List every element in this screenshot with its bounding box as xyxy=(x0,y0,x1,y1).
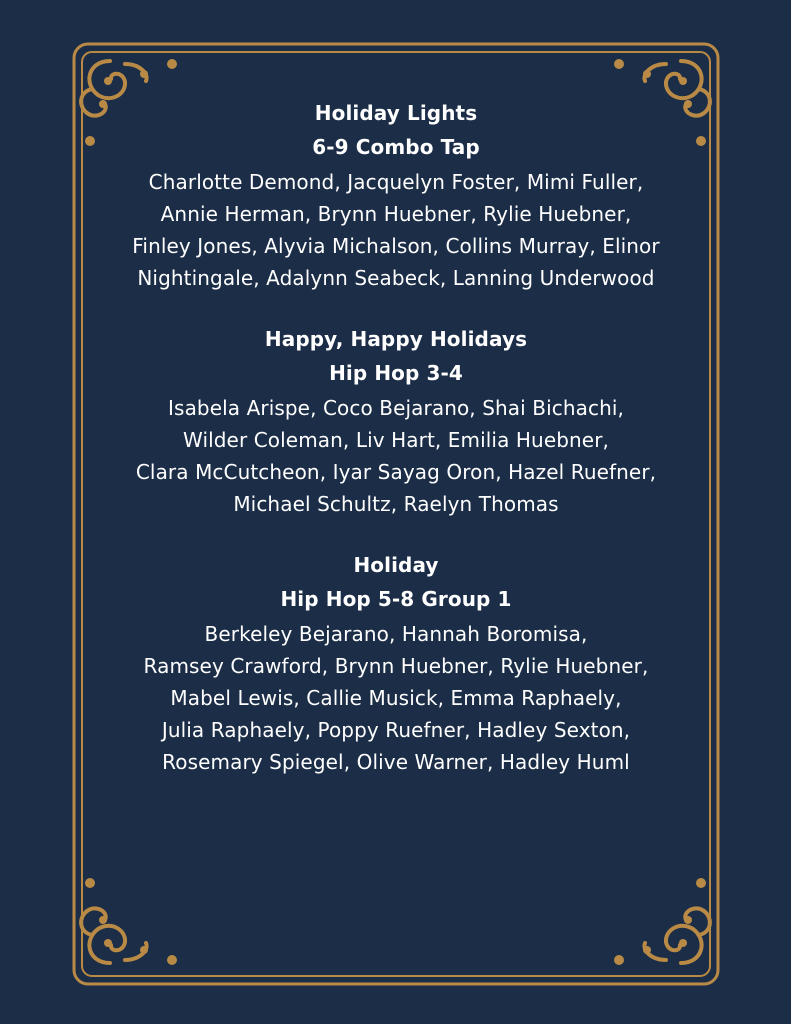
name-line: Annie Herman, Brynn Huebner, Rylie Huebner, xyxy=(160,202,632,226)
name-line: Rosemary Spiegel, Olive Warner, Hadley Huml xyxy=(162,750,630,774)
name-line: Nightingale, Adalynn Seabeck, Lanning Underwood xyxy=(137,266,655,290)
section-title: Holiday Lights xyxy=(314,101,478,125)
name-line: Michael Schultz, Raelyn Thomas xyxy=(233,492,559,516)
corner-ornament-bottom-left xyxy=(81,878,177,965)
name-line: Berkeley Bejarano, Hannah Boromisa, xyxy=(204,622,588,646)
name-line: Isabela Arispe, Coco Bejarano, Shai Bichachi, xyxy=(168,396,624,420)
performer-names xyxy=(96,392,696,520)
performer-names xyxy=(96,166,696,294)
name-line: Clara McCutcheon, Iyar Sayag Oron, Hazel Ruefner, xyxy=(135,460,657,484)
section-subtitle: 6-9 Combo Tap xyxy=(312,135,480,159)
section-subtitle: Hip Hop 5-8 Group 1 xyxy=(280,587,512,611)
name-line: Ramsey Crawford, Brynn Huebner, Rylie Huebner, xyxy=(143,654,649,678)
section-holiday xyxy=(96,548,696,778)
name-line: Mabel Lewis, Callie Musick, Emma Raphaely, xyxy=(170,686,622,710)
name-line: Finley Jones, Alyvia Michalson, Collins Murray, Elinor xyxy=(132,234,660,258)
performer-names xyxy=(96,618,696,778)
name-line: Julia Raphaely, Poppy Ruefner, Hadley Sexton, xyxy=(161,718,631,742)
section-holiday-lights xyxy=(96,96,696,294)
section-title: Holiday xyxy=(353,553,439,577)
section-happy-happy-holidays xyxy=(96,322,696,520)
section-title: Happy, Happy Holidays xyxy=(264,327,528,351)
section-subtitle: Hip Hop 3-4 xyxy=(329,361,463,385)
corner-ornament-bottom-right xyxy=(614,878,710,965)
name-line: Charlotte Demond, Jacquelyn Foster, Mimi Fuller, xyxy=(148,170,644,194)
program-content xyxy=(96,96,696,806)
name-line: Wilder Coleman, Liv Hart, Emilia Huebner, xyxy=(183,428,609,452)
